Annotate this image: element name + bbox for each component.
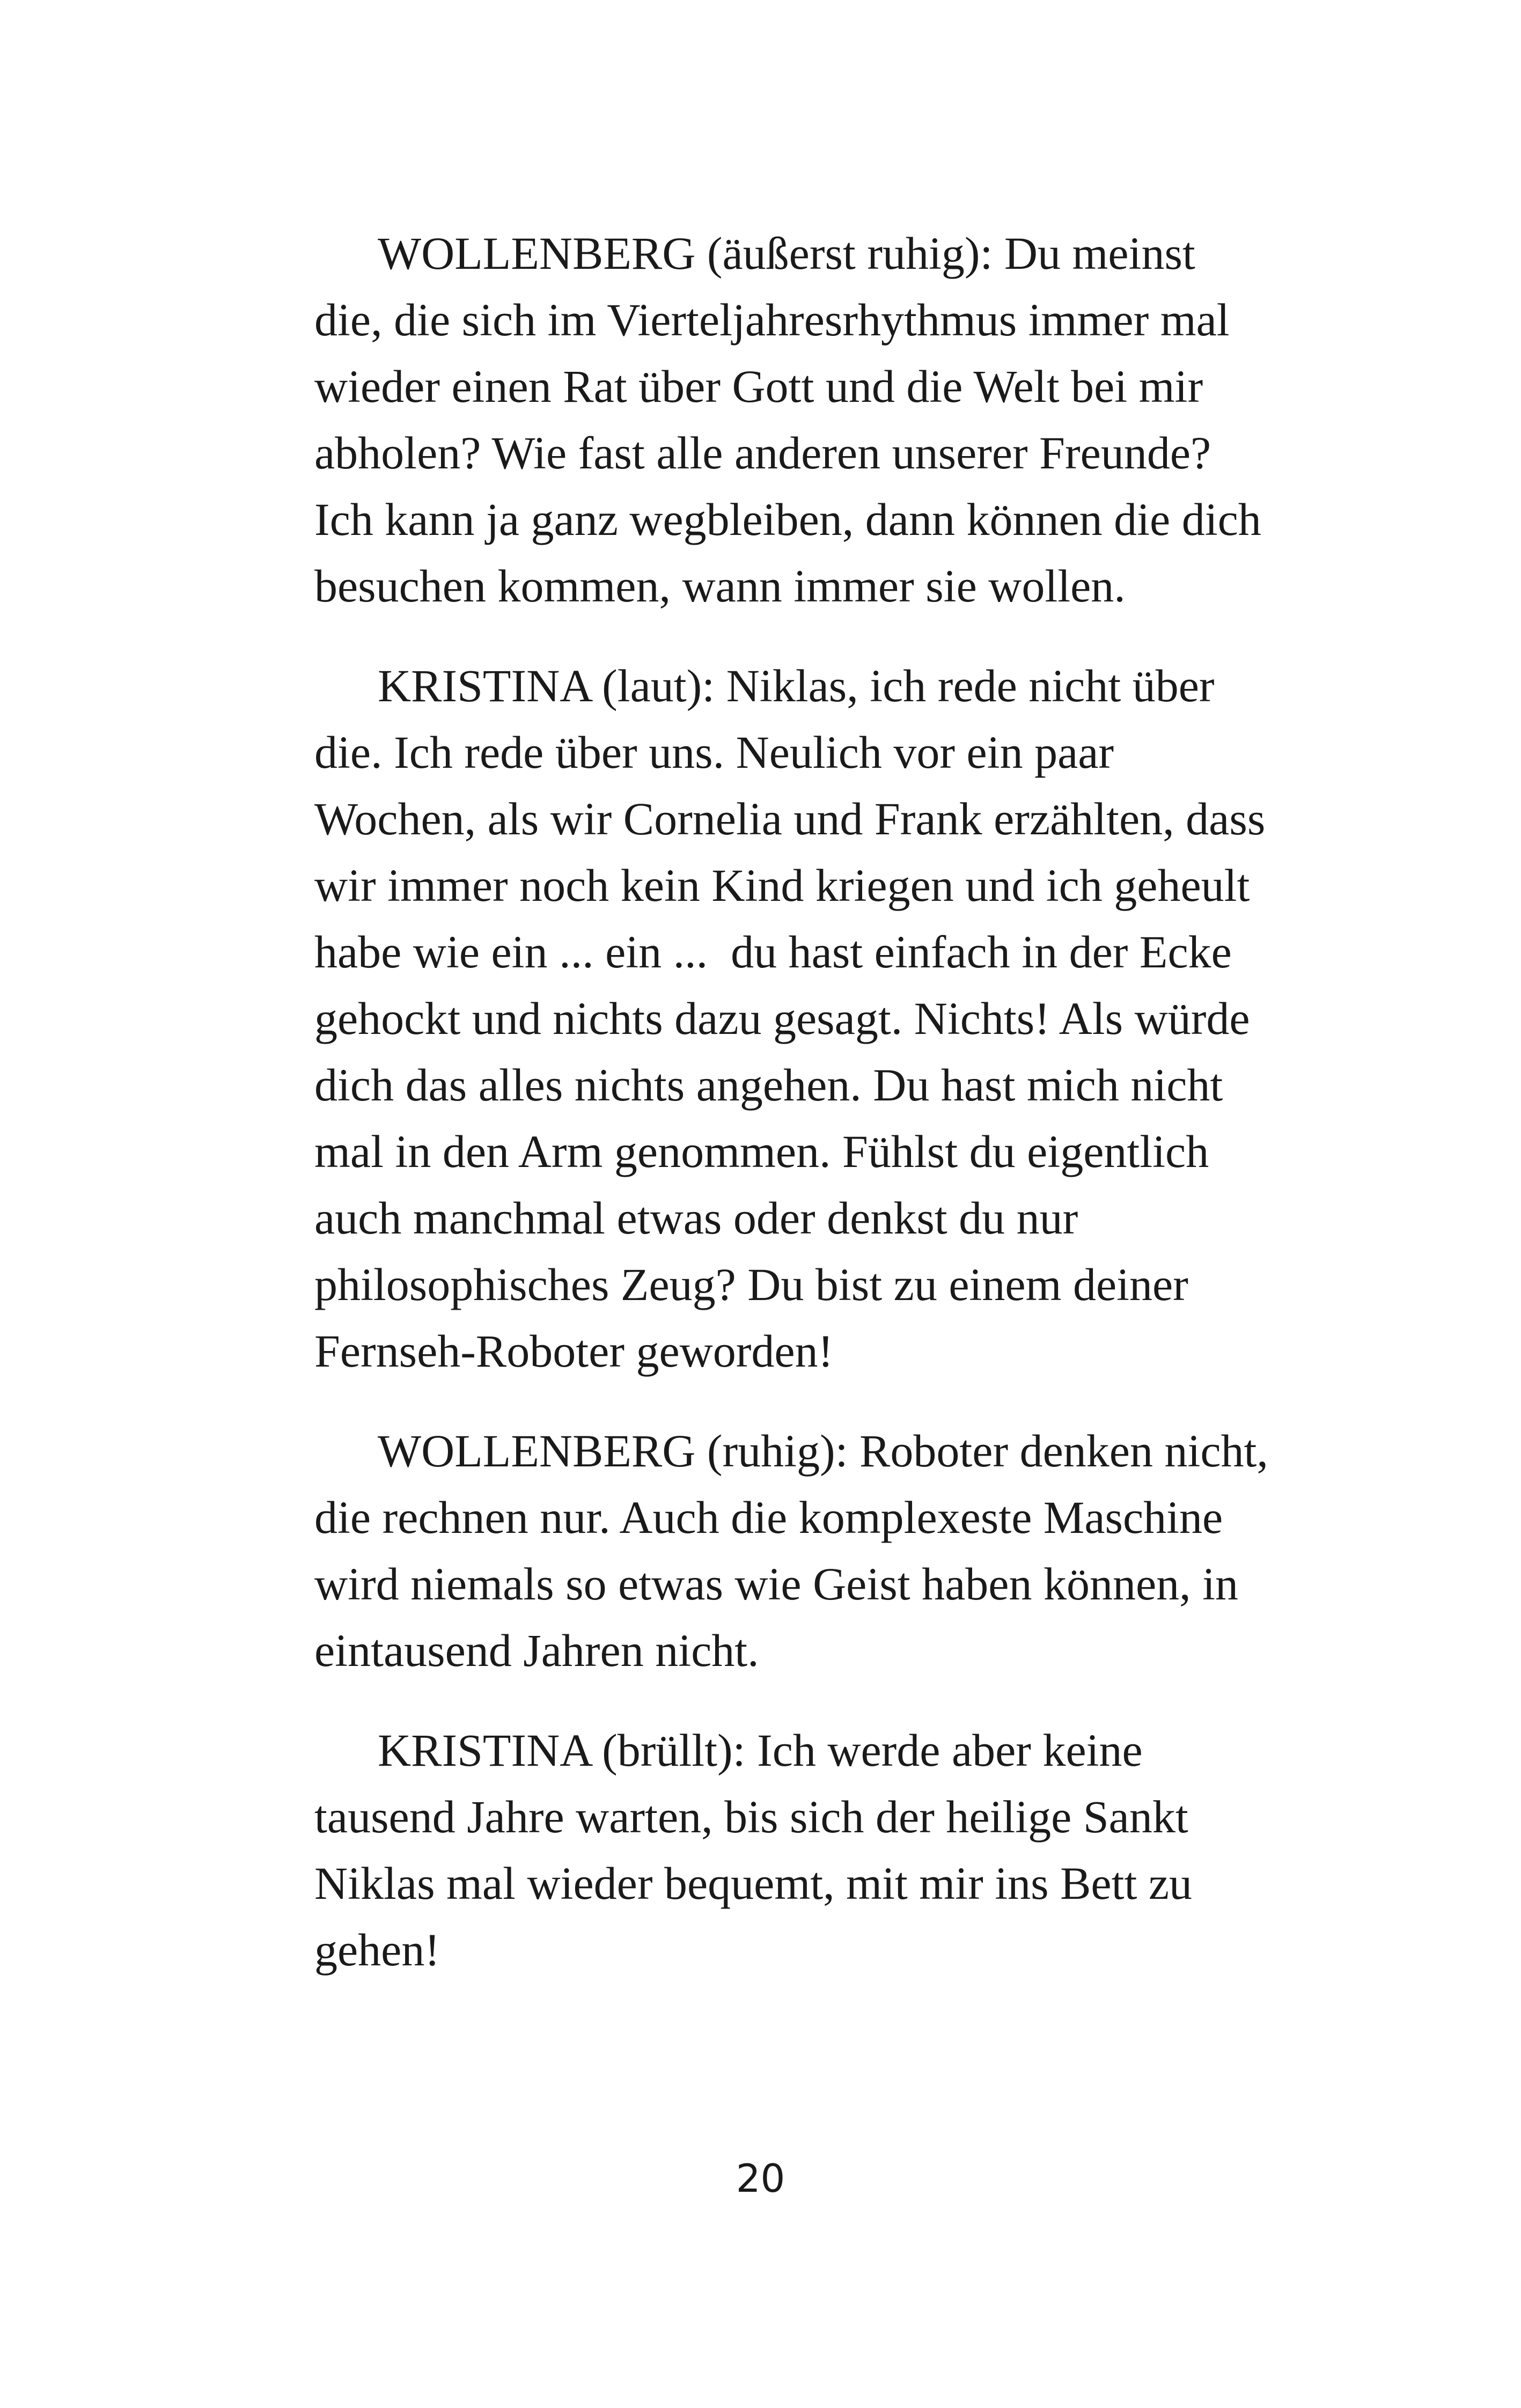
text-line: die, die sich im Vierteljahresrhythmus immer mal — [314, 294, 1230, 346]
text-line: mal in den Arm genommen. Fühlst du eigentlich — [314, 1126, 1209, 1177]
text-line: WOLLENBERG (äußerst ruhig): Du meinst — [378, 227, 1195, 279]
text-line: dich das alles nichts angehen. Du hast mich nicht — [314, 1059, 1223, 1111]
page-number: 20 — [736, 2156, 785, 2201]
text-line: eintausend Jahren nicht. — [314, 1625, 759, 1676]
paragraph-kristina-1 — [314, 652, 1323, 1384]
paragraph-wollenberg-1 — [314, 220, 1323, 619]
text-line: die rechnen nur. Auch die komplexeste Maschine — [314, 1492, 1223, 1543]
body-text — [314, 220, 1323, 2016]
text-line: auch manchmal etwas oder denkst du nur — [314, 1192, 1078, 1244]
text-line: Fernseh-Roboter geworden! — [314, 1325, 834, 1377]
text-line: Wochen, als wir Cornelia und Frank erzählten, dass — [314, 793, 1266, 845]
text-line: wird niemals so etwas wie Geist haben können, in — [314, 1558, 1239, 1610]
text-line: KRISTINA (brüllt): Ich werde aber keine — [378, 1724, 1143, 1776]
text-line: KRISTINA (laut): Niklas, ich rede nicht über — [378, 660, 1215, 711]
text-line: gehockt und nichts dazu gesagt. Nichts! Als würde — [314, 993, 1250, 1044]
text-line: philosophisches Zeug? Du bist zu einem deiner — [314, 1259, 1188, 1310]
text-line: wieder einen Rat über Gott und die Welt bei mir — [314, 361, 1203, 412]
text-line: gehen! — [314, 1924, 440, 1976]
text-line: WOLLENBERG (ruhig): Roboter denken nicht, — [378, 1425, 1268, 1477]
paragraph-kristina-2 — [314, 1717, 1323, 1983]
paragraph-wollenberg-2 — [314, 1418, 1323, 1684]
text-line: wir immer noch kein Kind kriegen und ich geheult — [314, 860, 1250, 911]
text-line: Ich kann ja ganz wegbleiben, dann können die dich — [314, 494, 1261, 545]
text-line: abholen? Wie fast alle anderen unserer Freunde? — [314, 427, 1211, 479]
text-line: die. Ich rede über uns. Neulich vor ein paar — [314, 726, 1114, 778]
text-line: tausend Jahre warten, bis sich der heilige Sankt — [314, 1791, 1188, 1842]
text-line: Niklas mal wieder bequemt, mit mir ins Bett zu — [314, 1858, 1193, 1909]
text-line: habe wie ein ... ein ... du hast einfach in der Ecke — [314, 926, 1232, 978]
text-line: besuchen kommen, wann immer sie wollen. — [314, 560, 1126, 612]
